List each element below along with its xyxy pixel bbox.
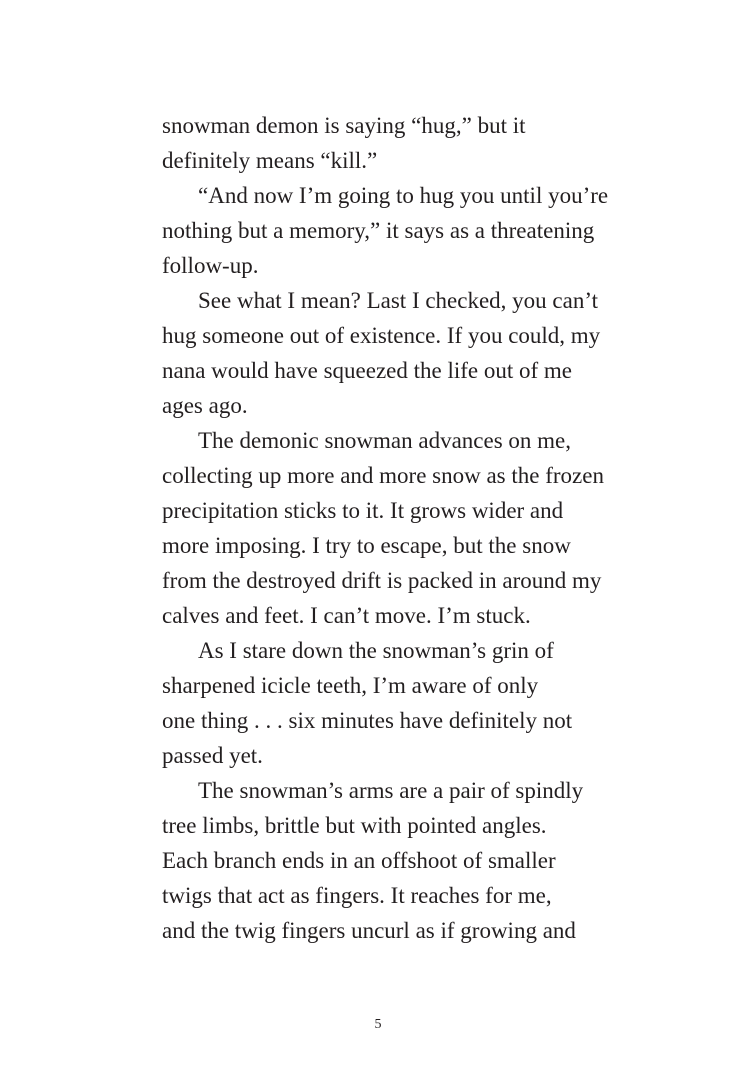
text-line: “And now I’m going to hug you until you’re: [198, 183, 609, 208]
text-line: The demonic snowman advances on me,: [198, 428, 571, 453]
text-line: precipitation sticks to it. It grows wider and: [162, 498, 564, 523]
text-line: more imposing. I try to escape, but the snow: [162, 533, 571, 558]
text-line: As I stare down the snowman’s grin of: [198, 638, 554, 663]
text-line: from the destroyed drift is packed in around my: [162, 568, 602, 593]
text-line: collecting up more and more snow as the frozen: [162, 463, 604, 488]
text-line: tree limbs, brittle but with pointed angles.: [162, 813, 547, 838]
text-line: snowman demon is saying “hug,” but it: [162, 113, 526, 138]
text-line: definitely means “kill.”: [162, 148, 378, 173]
text-line: twigs that act as fingers. It reaches for me,: [162, 883, 552, 908]
text-line: nana would have squeezed the life out of me: [162, 358, 573, 383]
text-line: Each branch ends in an offshoot of smaller: [162, 848, 556, 873]
text-line: one thing . . . six minutes have definitely not: [162, 708, 573, 733]
text-line: and the twig fingers uncurl as if growing and: [162, 918, 576, 943]
text-line: sharpened icicle teeth, I’m aware of only: [162, 673, 539, 698]
text-line: The snowman’s arms are a pair of spindly: [198, 778, 584, 803]
text-line: follow-up.: [162, 253, 259, 278]
page-number: 5: [374, 1017, 382, 1032]
text-line: hug someone out of existence. If you could, my: [162, 323, 601, 348]
text-line: passed yet.: [162, 743, 263, 768]
text-line: calves and feet. I can’t move. I’m stuck.: [162, 603, 531, 628]
text-line: See what I mean? Last I checked, you can’t: [198, 288, 598, 313]
text-line: nothing but a memory,” it says as a threatening: [162, 218, 595, 243]
text-line: ages ago.: [162, 393, 248, 418]
